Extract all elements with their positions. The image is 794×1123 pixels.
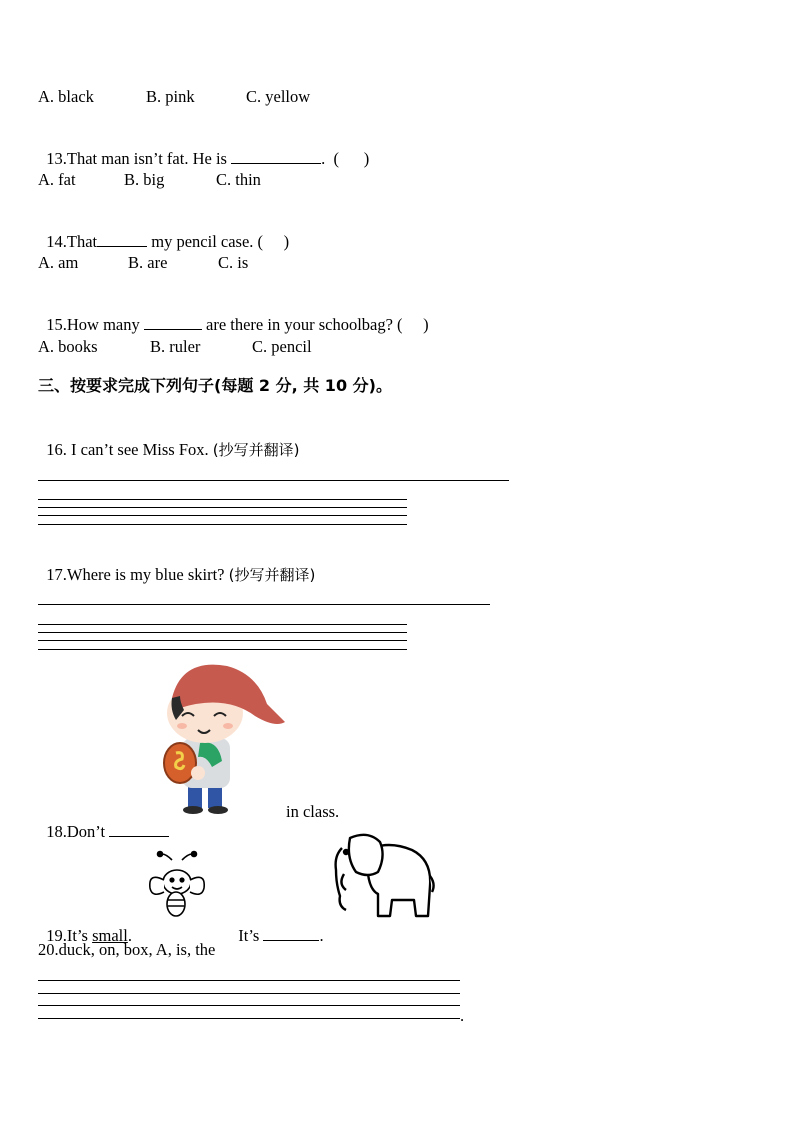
question-18 (38, 802, 169, 842)
question-18-ending: in class. (286, 802, 340, 821)
q14-option-a: A. am (38, 253, 79, 272)
answer-blank[interactable] (263, 926, 319, 941)
answer-blank[interactable] (231, 149, 321, 164)
question-15-text: 15.How many (46, 315, 144, 334)
answer-blank[interactable] (97, 232, 147, 247)
writing-line[interactable] (38, 515, 407, 516)
question-18-text: 18.Don’t (46, 822, 110, 841)
question-17-text: 17.Where is my blue skirt? (46, 565, 229, 584)
question-17 (38, 545, 315, 585)
period: . (319, 926, 324, 945)
writing-line[interactable] (38, 499, 407, 500)
q12-option-c: C. yellow (246, 87, 311, 106)
question-16 (38, 420, 299, 460)
q13-option-c: C. thin (216, 170, 261, 189)
question-16-note: (抄写并翻译) (212, 441, 300, 459)
question-13-text: 13.That man isn’t fat. He is (46, 149, 232, 168)
elephant-icon (332, 830, 436, 922)
copy-line[interactable] (38, 480, 509, 481)
writing-line[interactable] (38, 524, 407, 525)
question-16-text: 16. I can’t see Miss Fox. (46, 440, 213, 459)
writing-line[interactable] (38, 640, 407, 641)
question-14 (38, 212, 289, 252)
q12-option-a: A. black (38, 87, 94, 106)
boy-eating-icon (160, 658, 290, 818)
writing-line[interactable] (38, 1018, 460, 1019)
writing-line[interactable] (38, 624, 407, 625)
writing-line[interactable] (38, 993, 460, 994)
question-15-paren: are there in your schoolbag? ( ) (201, 315, 429, 334)
question-19-second-text: It’s (238, 926, 264, 945)
underlined-word: small (92, 926, 128, 945)
writing-line[interactable] (38, 649, 407, 650)
writing-line[interactable] (38, 507, 407, 508)
writing-line[interactable] (38, 980, 460, 981)
q15-option-c: C. pencil (252, 337, 312, 356)
question-13 (38, 129, 369, 169)
question-13-paren: . ( ) (321, 149, 370, 168)
writing-line[interactable] (38, 632, 407, 633)
period: . (127, 926, 132, 945)
answer-blank[interactable] (144, 315, 202, 330)
question-14-paren: my pencil case. ( ) (147, 232, 290, 251)
bee-icon (146, 850, 206, 920)
answer-blank[interactable] (109, 822, 169, 837)
q12-option-b: B. pink (146, 87, 195, 106)
end-period: . (460, 1006, 465, 1025)
question-14-text: 14.That (46, 232, 98, 251)
question-15 (38, 295, 429, 335)
question-20: 20.duck, on, box, A, is, the (38, 940, 216, 959)
question-19-second (230, 906, 324, 946)
question-19-text: 19.It’s (46, 926, 93, 945)
q15-option-b: B. ruler (150, 337, 201, 356)
q14-option-b: B. are (128, 253, 168, 272)
q15-option-a: A. books (38, 337, 98, 356)
q13-option-b: B. big (124, 170, 165, 189)
q13-option-a: A. fat (38, 170, 76, 189)
q14-option-c: C. is (218, 253, 249, 272)
writing-line[interactable] (38, 1005, 460, 1006)
copy-line[interactable] (38, 604, 490, 605)
section-title: 三、按要求完成下列句子(每题 2 分, 共 10 分)。 (38, 376, 392, 395)
question-17-note: (抄写并翻译) (228, 566, 316, 584)
